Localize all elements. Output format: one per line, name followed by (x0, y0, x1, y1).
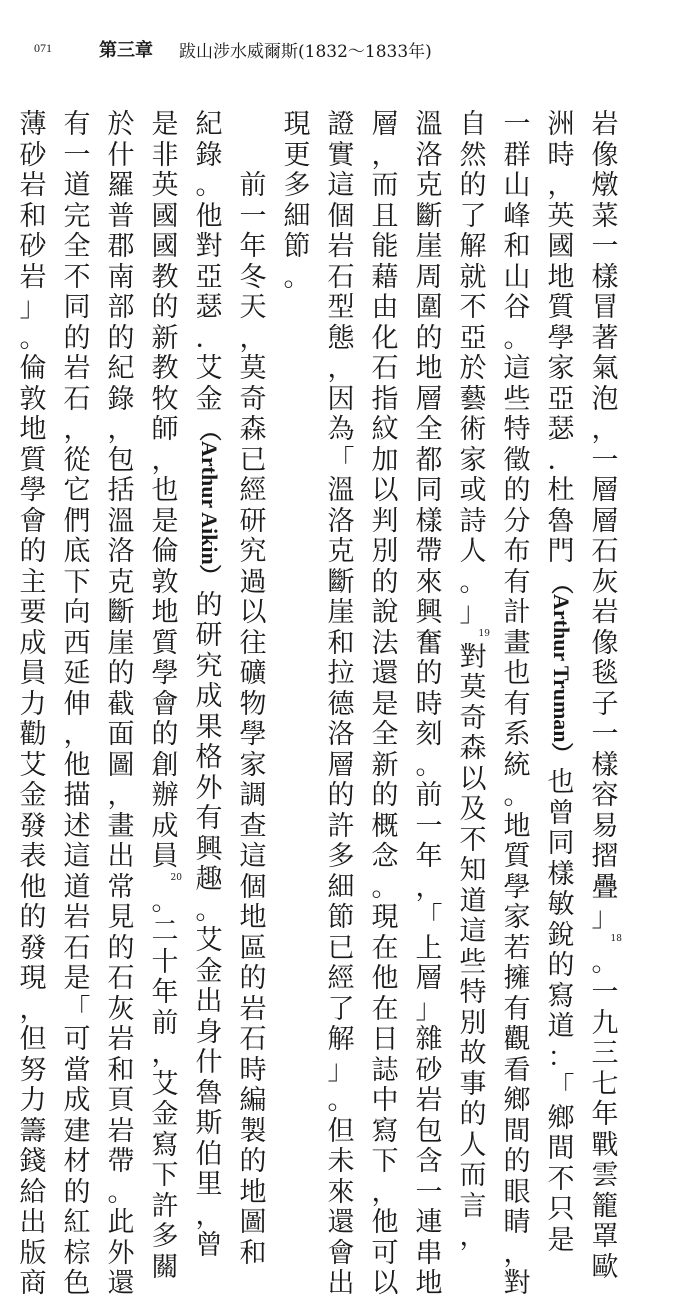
body-text (0, 109, 700, 1299)
text-column: 現 更 多 細 節 。 (283, 109, 311, 293)
text-column: 薄 砂 岩 和 砂 岩 」 。 倫 敦 地 質 學 會 的 主 要 成 員 力 勸 艾 金 發 表 他 的 發 現 ， 但 努 力 籌 錢 給 出 版 商 (19, 109, 47, 1299)
text-column: 紀 錄 。 他 對 亞 瑟 ． 艾 金 （Arthur Aikin） 的 研 究 成 果 格 外 有 興 趣 。 艾 金 出 身 什 魯 斯 伯 里 ， 曾 (192, 110, 226, 1262)
text-column: 是 非 英 國 國 教 的 新 教 牧 師 ， 也 是 倫 敦 地 質 學 會 的 創 辦 成 員 20 。 二 十 年 前 ， 艾 金 寫 下 許 多 關 (148, 110, 182, 1283)
chapter-label: 第三章 (99, 40, 153, 61)
footnote-marker: 18 (610, 933, 622, 944)
text-column: 洲 時 ， 英 國 地 質 學 家 亞 瑟 ． 杜 魯 門 （Arthur Truman） 也 曾 同 樣 敏 銳 的 寫 道 ： 「 鄉 間 不 只 是 (544, 110, 578, 1256)
text-column: 層 ， 而 且 能 藉 由 化 石 指 紋 加 以 判 別 的 說 法 還 是 全 新 的 概 念 。 現 在 他 在 日 誌 中 寫 下 ， 他 可 以 (371, 109, 399, 1299)
text-column: 岩 像 燉 菜 一 樣 冒 著 氣 泡 ， 一 層 層 石 灰 岩 像 毯 子 一 樣 容 易 摺 疊 」 18 。 一 九 三 七 年 戰 雲 籠 罩 歐 (588, 110, 622, 1283)
text-column: 前 一 年 冬 天 ， 莫 奇 森 已 經 研 究 過 以 往 礦 物 學 家 調 查 這 個 地 區 的 岩 石 時 編 製 的 地 圖 和 (239, 170, 267, 1269)
text-column: 一 群 山 峰 和 山 谷 。 這 些 特 徵 的 分 布 有 計 畫 也 有 系 統 。 地 質 學 家 若 擁 有 觀 看 鄉 間 的 眼 睛 ， 對 (503, 109, 531, 1299)
text-column: 有 一 道 完 全 不 同 的 岩 石 ， 從 它 們 底 下 向 西 延 伸 ， 他 描 述 這 道 岩 石 是 「 可 當 成 建 材 的 紅 棕 色 (63, 109, 91, 1299)
chapter-title: 跋山涉水威爾斯(1832～1833年) (179, 42, 432, 62)
text-column: 溫 洛 克 斷 崖 周 圍 的 地 層 全 都 同 樣 帶 來 興 奮 的 時 刻 。 前 一 年 ， 「 上 層 」 雜 砂 岩 包 含 一 連 串 地 (415, 109, 443, 1299)
footnote-marker: 20 (170, 872, 182, 883)
text-column: 證 實 這 個 岩 石 型 態 ， 因 為 「 溫 洛 克 斷 崖 和 拉 德 洛 層 的 許 多 細 節 已 經 了 解 」 。 但 未 來 還 會 出 (327, 109, 355, 1299)
page-number: 071 (34, 41, 52, 55)
text-column: 於 什 羅 普 郡 南 部 的 紀 錄 ， 包 括 溫 洛 克 斷 崖 的 截 面 圖 ， 畫 出 常 見 的 石 灰 岩 和 頁 岩 帶 。 此 外 還 (107, 109, 135, 1299)
text-column: 自 然 的 了 解 就 不 亞 於 藝 術 家 或 詩 人 。 」 19 對 莫 奇 森 以 及 不 知 道 這 些 特 別 故 事 的 人 而 言 ， (456, 110, 490, 1253)
latin-name: （Arthur Truman） (549, 571, 574, 765)
footnote-marker: 19 (478, 628, 490, 639)
latin-name: （Arthur Aikin） (197, 419, 222, 587)
